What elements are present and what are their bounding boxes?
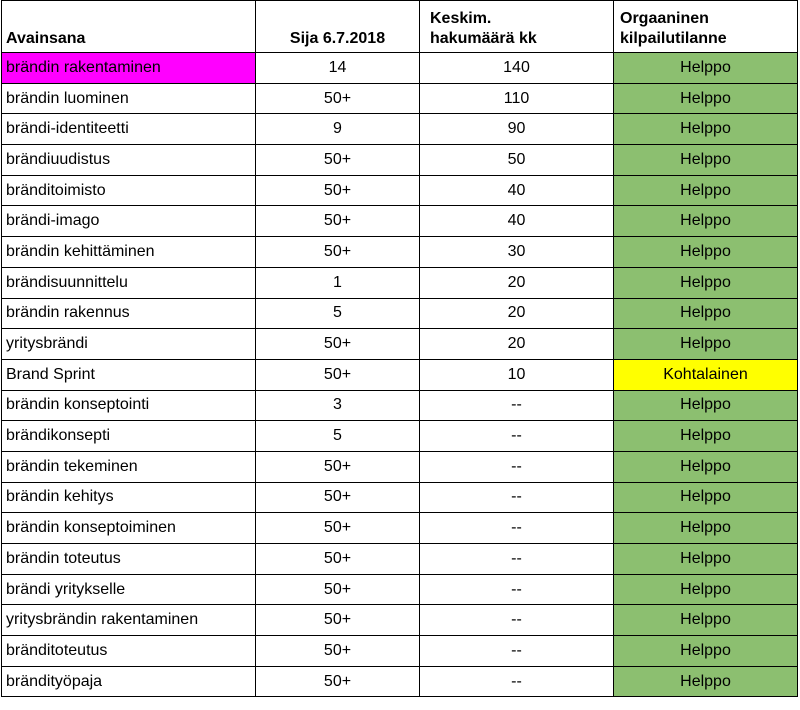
header-rank (256, 1, 420, 53)
volume-cell: -- (420, 451, 614, 482)
rank-cell: 50+ (256, 237, 420, 268)
volume-cell: 50 (420, 145, 614, 176)
table-row (2, 359, 798, 390)
keyword-table (1, 0, 798, 697)
competition-cell: Helppo (614, 267, 798, 298)
header-competition-line1: Orgaaninen (620, 10, 709, 27)
volume-cell: 30 (420, 237, 614, 268)
rank-cell: 50+ (256, 359, 420, 390)
header-competition (614, 1, 798, 53)
keyword-cell: bränditoteutus (2, 636, 256, 667)
volume-cell: -- (420, 421, 614, 452)
keyword-cell: brändin konseptoiminen (2, 513, 256, 544)
competition-cell: Helppo (614, 513, 798, 544)
volume-cell: 20 (420, 298, 614, 329)
rank-cell: 50+ (256, 145, 420, 176)
table-row (2, 513, 798, 544)
table-row (2, 421, 798, 452)
volume-cell: -- (420, 544, 614, 575)
competition-cell: Helppo (614, 237, 798, 268)
table-row (2, 574, 798, 605)
keyword-cell: brändin konseptointi (2, 390, 256, 421)
header-keyword-label: Avainsana (6, 30, 86, 47)
keyword-cell: brändi-identiteetti (2, 114, 256, 145)
volume-cell: -- (420, 574, 614, 605)
table-row (2, 451, 798, 482)
rank-cell: 14 (256, 53, 420, 84)
competition-cell: Helppo (614, 175, 798, 206)
volume-cell: 10 (420, 359, 614, 390)
volume-cell: -- (420, 666, 614, 697)
keyword-cell: brändin tekeminen (2, 451, 256, 482)
header-keyword (2, 1, 256, 53)
competition-cell: Helppo (614, 329, 798, 360)
header-row (2, 1, 798, 53)
competition-cell: Kohtalainen (614, 359, 798, 390)
rank-cell: 50+ (256, 451, 420, 482)
volume-cell: 20 (420, 329, 614, 360)
volume-cell: 20 (420, 267, 614, 298)
rank-cell: 5 (256, 298, 420, 329)
keyword-cell: Brand Sprint (2, 359, 256, 390)
rank-cell: 50+ (256, 175, 420, 206)
table-row (2, 636, 798, 667)
competition-cell: Helppo (614, 482, 798, 513)
volume-cell: 40 (420, 206, 614, 237)
competition-cell: Helppo (614, 605, 798, 636)
table-row (2, 83, 798, 114)
keyword-cell: brändin kehitys (2, 482, 256, 513)
keyword-cell: yritysbrändin rakentaminen (2, 605, 256, 636)
volume-cell: 40 (420, 175, 614, 206)
competition-cell: Helppo (614, 114, 798, 145)
table-row (2, 53, 798, 84)
rank-cell: 50+ (256, 666, 420, 697)
volume-cell: -- (420, 513, 614, 544)
table-row (2, 298, 798, 329)
rank-cell: 5 (256, 421, 420, 452)
competition-cell: Helppo (614, 574, 798, 605)
table-row (2, 390, 798, 421)
header-rank-label: Sija 6.7.2018 (289, 30, 386, 47)
competition-cell: Helppo (614, 83, 798, 114)
competition-cell: Helppo (614, 53, 798, 84)
keyword-cell: brändiuudistus (2, 145, 256, 176)
header-volume-line2: hakumäärä kk (430, 30, 537, 47)
keyword-cell: brändin toteutus (2, 544, 256, 575)
volume-cell: 90 (420, 114, 614, 145)
rank-cell: 50+ (256, 544, 420, 575)
volume-cell: -- (420, 605, 614, 636)
keyword-cell: brändi-imago (2, 206, 256, 237)
volume-cell: -- (420, 482, 614, 513)
table-row (2, 145, 798, 176)
volume-cell: 110 (420, 83, 614, 114)
competition-cell: Helppo (614, 451, 798, 482)
keyword-cell: bränditoimisto (2, 175, 256, 206)
keyword-cell: brändityöpaja (2, 666, 256, 697)
competition-cell: Helppo (614, 206, 798, 237)
table-row (2, 206, 798, 237)
rank-cell: 50+ (256, 329, 420, 360)
table-row (2, 666, 798, 697)
competition-cell: Helppo (614, 298, 798, 329)
rank-cell: 50+ (256, 83, 420, 114)
keyword-cell: brändi yritykselle (2, 574, 256, 605)
rank-cell: 50+ (256, 513, 420, 544)
competition-cell: Helppo (614, 636, 798, 667)
header-volume (420, 1, 614, 53)
header-competition-line2: kilpailutilanne (620, 30, 727, 47)
competition-cell: Helppo (614, 390, 798, 421)
keyword-cell: brändin rakennus (2, 298, 256, 329)
header-volume-line1: Keskim. (430, 10, 492, 27)
rank-cell: 50+ (256, 605, 420, 636)
keyword-cell: brändin luominen (2, 83, 256, 114)
table-row (2, 605, 798, 636)
rank-cell: 9 (256, 114, 420, 145)
rank-cell: 50+ (256, 574, 420, 605)
volume-cell: -- (420, 636, 614, 667)
table-row (2, 329, 798, 360)
rank-cell: 50+ (256, 636, 420, 667)
table-row (2, 482, 798, 513)
table-row (2, 237, 798, 268)
table-row (2, 114, 798, 145)
competition-cell: Helppo (614, 666, 798, 697)
competition-cell: Helppo (614, 544, 798, 575)
rank-cell: 50+ (256, 482, 420, 513)
keyword-cell: brändin kehittäminen (2, 237, 256, 268)
keyword-cell: yritysbrändi (2, 329, 256, 360)
table-row (2, 267, 798, 298)
competition-cell: Helppo (614, 145, 798, 176)
rank-cell: 1 (256, 267, 420, 298)
keyword-cell: brändin rakentaminen (2, 53, 256, 84)
volume-cell: -- (420, 390, 614, 421)
table-row (2, 175, 798, 206)
rank-cell: 3 (256, 390, 420, 421)
volume-cell: 140 (420, 53, 614, 84)
rank-cell: 50+ (256, 206, 420, 237)
table-row (2, 544, 798, 575)
competition-cell: Helppo (614, 421, 798, 452)
keyword-cell: brändisuunnittelu (2, 267, 256, 298)
keyword-cell: brändikonsepti (2, 421, 256, 452)
table-body (2, 53, 798, 697)
